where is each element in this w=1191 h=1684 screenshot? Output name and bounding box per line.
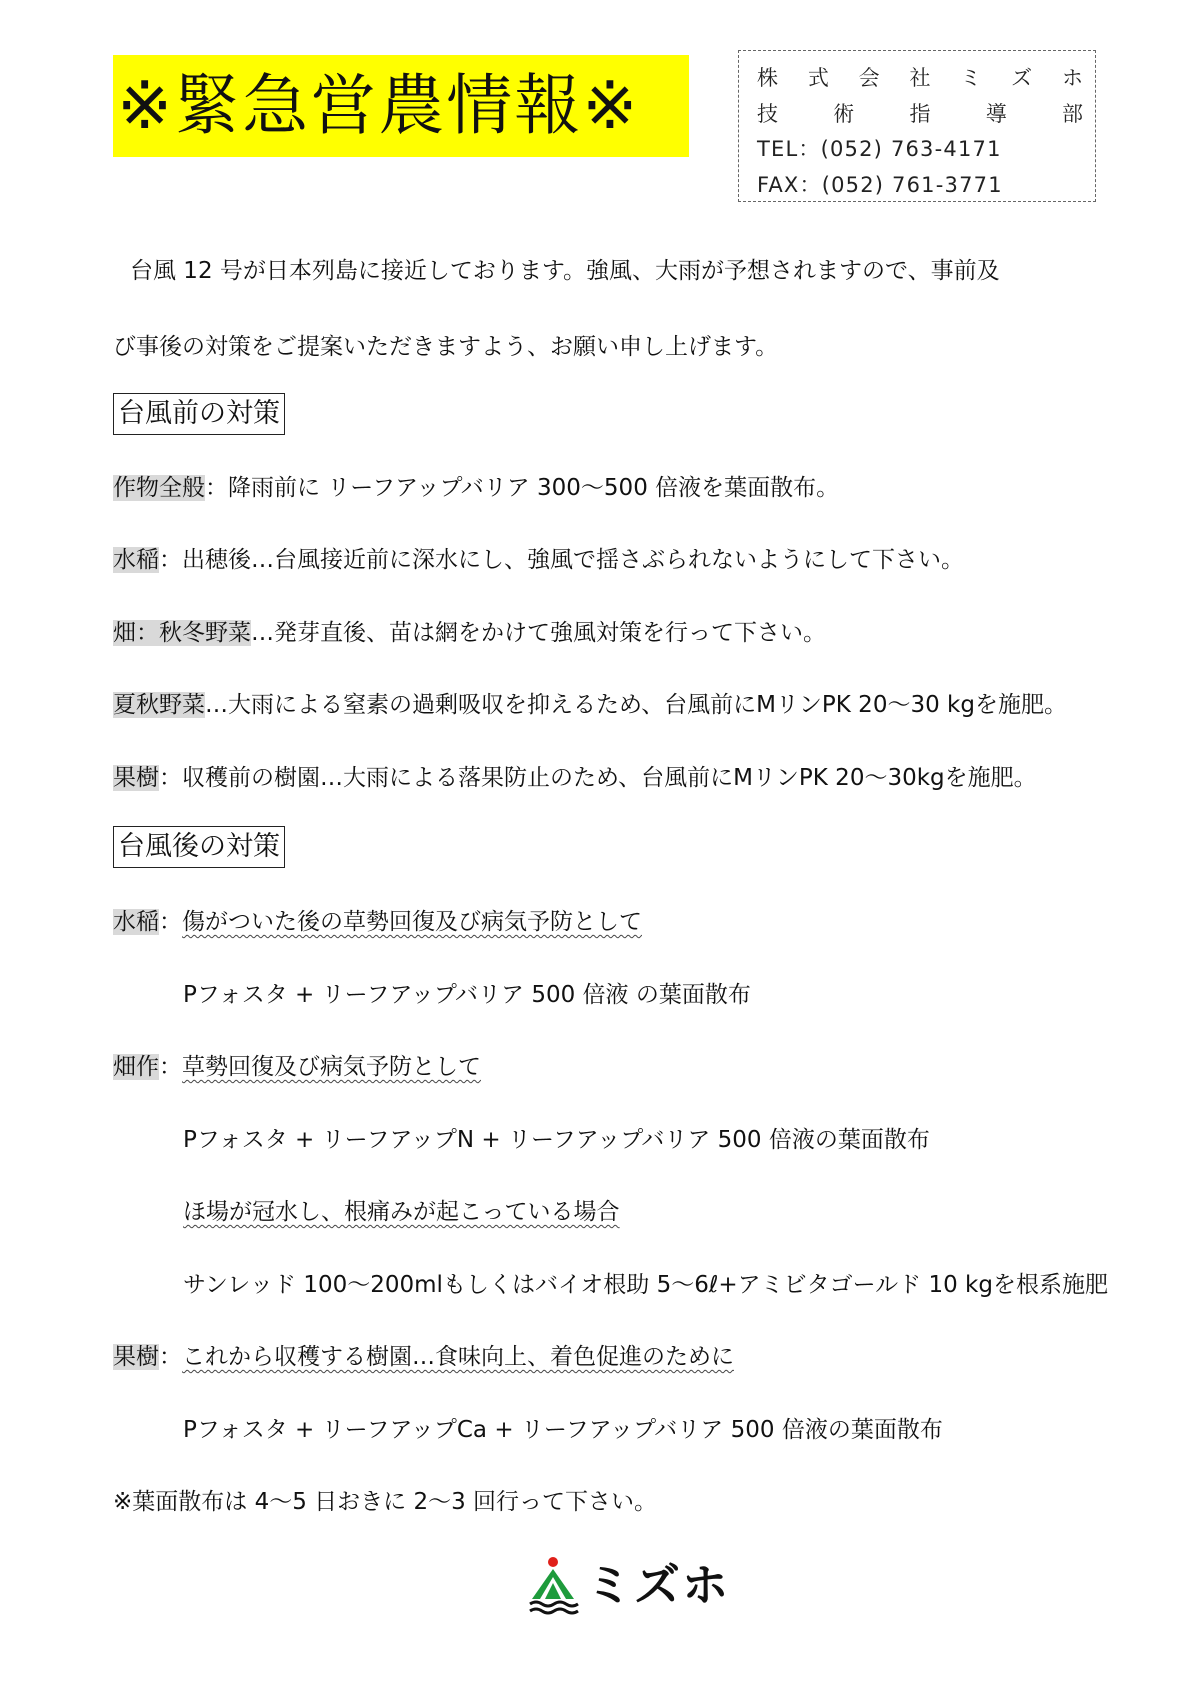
- item-label: 果樹: [113, 1344, 159, 1370]
- item-label: 作物全般: [113, 475, 205, 501]
- intro-line-2: び事後の対策をご提案いただきますよう、お願い申し上げます。: [113, 334, 779, 360]
- after-fruit-recipe: Pフォスタ + リーフアップCa + リーフアップバリア 500 倍液の葉面散布: [183, 1417, 943, 1443]
- item-text: ：出穂後…台風接近前に深水にし、強風で揺さぶられないようにして下さい。: [159, 547, 964, 573]
- fax-number: FAX：(052) 761-3771: [757, 172, 1003, 197]
- before-item-fruit: [113, 762, 1037, 794]
- company-name: 株式会社ミズホ: [757, 66, 1083, 90]
- item-text: …大雨による窒素の過剰吸収を抑えるため、台風前にMリンPK 20～30 kgを施肥。: [205, 692, 1067, 718]
- phone-number: TEL：(052) 763-4171: [757, 137, 1002, 161]
- item-purpose: これから収穫する樹園…食味向上、着色促進のために: [182, 1344, 734, 1370]
- intro-line-1: 台風 12 号が日本列島に接近しております。強風、大雨が予想されますので、事前及: [130, 258, 1000, 284]
- item-label: 果樹: [113, 765, 159, 791]
- item-label: 夏秋野菜: [113, 692, 205, 718]
- section-heading-after: 台風後の対策: [113, 826, 285, 868]
- item-text: ：降雨前に リーフアップバリア 300～500 倍液を葉面散布。: [205, 475, 840, 501]
- condition-text: ほ場が冠水し、根痛みが起こっている場合: [183, 1199, 620, 1225]
- item-separator: ：: [159, 1344, 182, 1370]
- page-title: ※緊急営農情報※: [117, 67, 640, 144]
- spray-note: ※葉面散布は 4～5 日おきに 2～3 回行って下さい。: [113, 1489, 658, 1515]
- contact-box: [738, 50, 1096, 202]
- item-text: …発芽直後、苗は網をかけて強風対策を行って下さい。: [251, 620, 826, 646]
- after-field-recipe: Pフォスタ + リーフアップN + リーフアップバリア 500 倍液の葉面散布: [183, 1127, 930, 1153]
- mizuho-logo-icon: [526, 1555, 586, 1619]
- before-item-rice: [113, 544, 964, 576]
- item-text: ：収穫前の樹園…大雨による落果防止のため、台風前にMリンPK 20～30kgを施肥。: [159, 765, 1037, 791]
- item-purpose: 傷がついた後の草勢回復及び病気予防として: [182, 909, 642, 935]
- after-field-recipe-2: サンレッド 100～200mlもしくはバイオ根助 5～6ℓ+アミビタゴールド 10 kgを根系施肥: [183, 1272, 1108, 1298]
- before-item-summer-vegetables: [113, 689, 1067, 721]
- item-separator: ：: [159, 909, 182, 935]
- after-fruit-purpose: [113, 1341, 734, 1373]
- item-label: 水稲: [113, 909, 159, 935]
- after-rice-purpose: [113, 906, 642, 938]
- after-rice-recipe: Pフォスタ + リーフアップバリア 500 倍液 の葉面散布: [183, 982, 751, 1008]
- department-name: 技術指導部: [757, 101, 1083, 126]
- after-field-condition: [183, 1196, 620, 1228]
- section-heading-before: 台風前の対策: [113, 393, 285, 435]
- logo-text: ミズホ: [586, 1558, 730, 1612]
- item-label: 畑：秋冬野菜: [113, 620, 251, 646]
- after-field-purpose: [113, 1051, 481, 1083]
- item-label: 水稲: [113, 547, 159, 573]
- before-item-autumn-vegetables: [113, 617, 826, 649]
- before-item-general: [113, 472, 839, 504]
- company-logo: [526, 1555, 730, 1619]
- item-purpose: 草勢回復及び病気予防として: [182, 1054, 481, 1080]
- item-separator: ：: [159, 1054, 182, 1080]
- item-label: 畑作: [113, 1054, 159, 1080]
- title-banner: [113, 55, 689, 157]
